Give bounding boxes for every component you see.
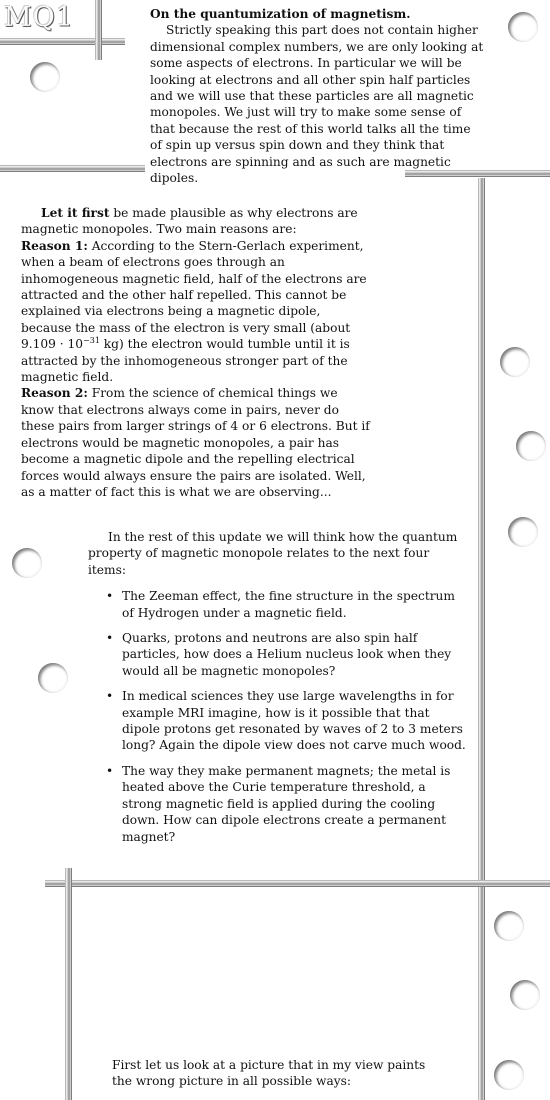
reason2-text: From the science of chemical things we know that electrons always come in pairs, never do these pairs from larger strings of 4 or 6 electrons. But if electrons would be magnetic monopoles, a pair has become a magnetic dipole and the repelling electrical forces would always ensure the pairs are isolated. Well, as a matter of fact this is what we are observing... bbox=[21, 386, 370, 499]
top-left-vertical-bar bbox=[95, 0, 102, 60]
update-intro: In the rest of this update we will think how the quantum property of magnetic monopole relates to the next four items: bbox=[88, 530, 458, 577]
intro-section bbox=[150, 6, 485, 186]
binder-hole bbox=[508, 12, 538, 42]
intro-title: On the quantumization of magnetism. bbox=[150, 7, 411, 21]
list-item: • The way they make permanent magnets; the metal is heated above the Curie temperature threshold, a strong magnetic field is applied during the cooling down. How can dipole electrons create a permanent magnet? bbox=[88, 763, 468, 845]
update-section bbox=[88, 529, 468, 854]
reason2-label: Reason 2: bbox=[21, 386, 88, 401]
binder-hole bbox=[12, 548, 42, 578]
header-divider-left bbox=[0, 165, 145, 172]
closing-paragraph bbox=[112, 1057, 442, 1090]
top-left-bar bbox=[0, 38, 125, 45]
binder-hole bbox=[508, 517, 538, 547]
page-logo: MQ1 bbox=[4, 2, 74, 33]
list-item: • In medical sciences they use large wavelengths in for example MRI imagine, how is it possible that that dipole protons get resonated by waves of 2 to 3 meters long? Again the dipole view does not carve much wood. bbox=[88, 688, 468, 754]
binder-hole bbox=[30, 62, 60, 92]
binder-hole bbox=[516, 431, 546, 461]
right-vertical-bar bbox=[478, 178, 485, 1100]
lower-divider bbox=[45, 880, 550, 887]
list-item: • The Zeeman effect, the fine structure in the spectrum of Hydrogen under a magnetic field. bbox=[88, 588, 468, 621]
reasons-lead-text: be made plausible as why electrons are magnetic monopoles. Two main reasons are: bbox=[21, 206, 358, 237]
reason1-text-end: kg) the electron would tumble until it is attracted by the inhomogeneous stronger part of the magnetic field. bbox=[21, 337, 350, 385]
reason1-label: Reason 1: bbox=[21, 238, 88, 253]
reason1-exponent: −31 bbox=[83, 336, 100, 346]
binder-hole bbox=[500, 347, 530, 377]
reasons-section bbox=[21, 205, 373, 500]
binder-hole bbox=[38, 663, 68, 693]
binder-hole bbox=[494, 1060, 524, 1090]
closing-text: First let us look at a picture that in my view paints the wrong picture in all possible ways: bbox=[112, 1058, 426, 1089]
list-item: • Quarks, protons and neutrons are also spin half particles, how does a Helium nucleus look when they would all be magnetic monopoles? bbox=[88, 630, 468, 679]
lower-left-post bbox=[65, 868, 72, 888]
intro-body: Strictly speaking this part does not contain higher dimensional complex numbers, we are only looking at some aspects of electrons. In particular we will be looking at electrons and all other spin half particles and we will use that these particles are all magnetic monopoles. We just will try to make some sense of that because the rest of this world talks all the time of spin up versus spin down and they think that electrons are spinning and as such are magnetic dipoles. bbox=[150, 23, 484, 186]
update-item-list bbox=[88, 588, 468, 845]
lower-left-vertical-bar bbox=[65, 870, 72, 1100]
binder-hole bbox=[510, 980, 540, 1010]
binder-hole bbox=[494, 911, 524, 941]
reason1-text: According to the Stern-Gerlach experiment, when a beam of electrons goes through an inhomogeneous magnetic field, half of the electrons are attracted and the other half repelled. This cannot be explained via electrons being a magnetic dipole, because the mass of the electron is very small (about 9.109 · 10 bbox=[21, 238, 367, 352]
reasons-lead-bold: Let it first bbox=[41, 206, 110, 220]
